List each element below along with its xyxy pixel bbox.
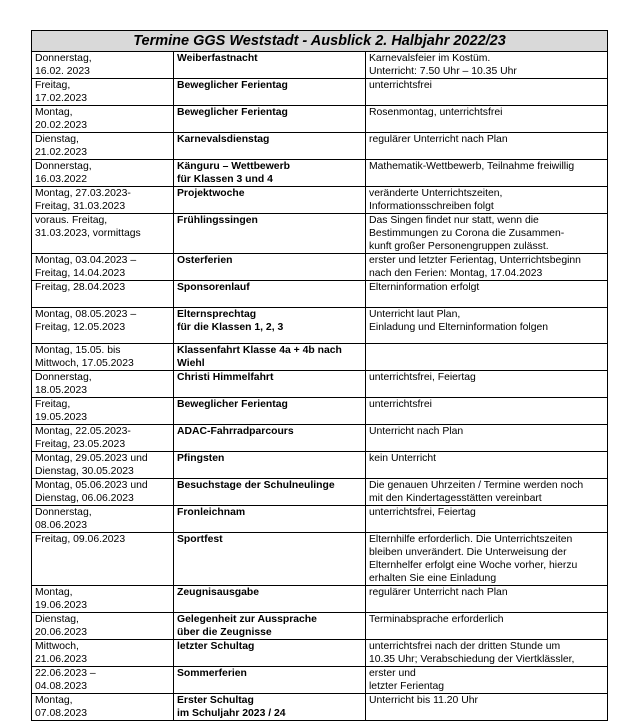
- table-row: [32, 425, 608, 452]
- date-cell-line: Freitag, 31.03.2023: [35, 201, 126, 212]
- note-cell: [366, 506, 608, 533]
- table-row: [32, 613, 608, 640]
- note-cell: [366, 79, 608, 106]
- date-cell-line: Montag, 03.04.2023 –: [35, 255, 137, 266]
- note-cell: [366, 667, 608, 694]
- date-cell-line: Montag, 05.06.2023 und: [35, 480, 148, 491]
- date-cell-line: Montag,: [35, 587, 73, 598]
- date-cell-line: Dienstag,: [35, 614, 79, 625]
- date-cell-line: 21.06.2023: [35, 654, 88, 665]
- date-cell: [32, 640, 174, 667]
- date-cell-line: 21.02.2023: [35, 147, 88, 158]
- date-cell-line: Montag,: [35, 107, 73, 118]
- date-cell-line: voraus. Freitag,: [35, 215, 108, 226]
- table-row: [32, 52, 608, 79]
- note-cell-line: Elternhilfe erforderlich. Die Unterrichtszeiten: [369, 534, 573, 545]
- event-cell-line: Pfingsten: [177, 453, 225, 464]
- date-cell-line: Freitag, 14.04.2023: [35, 268, 126, 279]
- date-cell-line: Freitag, 28.04.2023: [35, 282, 126, 293]
- note-cell-line: Karnevalsfeier im Kostüm.: [369, 53, 491, 64]
- event-cell: [174, 52, 366, 79]
- note-cell-line: Elterninformation erfolgt: [369, 282, 480, 293]
- note-cell: [366, 398, 608, 425]
- event-cell-line: Erster Schultag: [177, 695, 254, 706]
- date-cell: [32, 506, 174, 533]
- date-cell-line: Freitag, 12.05.2023: [35, 322, 126, 333]
- date-cell-line: Montag, 27.03.2023-: [35, 188, 131, 199]
- note-cell-line: Einladung und Elterninformation folgen: [369, 322, 549, 333]
- note-cell-line: erster und: [369, 668, 416, 679]
- date-cell-line: Donnerstag,: [35, 161, 92, 172]
- note-cell-line: erster und letzter Ferientag, Unterrichtsbeginn: [369, 255, 581, 266]
- date-cell: [32, 398, 174, 425]
- note-cell-line: Unterricht nach Plan: [369, 426, 464, 437]
- date-cell: [32, 214, 174, 254]
- note-cell: [366, 533, 608, 586]
- date-cell-line: Montag, 22.05.2023-: [35, 426, 131, 437]
- event-cell: [174, 640, 366, 667]
- event-cell: [174, 506, 366, 533]
- note-cell: [366, 254, 608, 281]
- table-row: [32, 398, 608, 425]
- date-cell-line: Donnerstag,: [35, 507, 92, 518]
- table-row: [32, 133, 608, 160]
- table-row: [32, 586, 608, 613]
- note-cell: [366, 308, 608, 344]
- note-cell: [366, 281, 608, 308]
- date-cell-line: 19.06.2023: [35, 600, 88, 611]
- event-cell-line: Känguru – Wettbewerb: [177, 161, 290, 172]
- note-cell-line: unterrichtsfrei: [369, 399, 432, 410]
- event-cell: [174, 308, 366, 344]
- table-row: [32, 694, 608, 721]
- event-cell: [174, 344, 366, 371]
- date-cell: [32, 533, 174, 586]
- table-row: [32, 106, 608, 133]
- note-cell-line: Die genauen Uhrzeiten / Termine werden noch: [369, 480, 584, 491]
- event-cell-line: Christi Himmelfahrt: [177, 372, 274, 383]
- event-cell: [174, 398, 366, 425]
- date-cell: [32, 308, 174, 344]
- event-cell: [174, 281, 366, 308]
- note-cell-line: Bestimmungen zu Corona die Zusammen-: [369, 228, 565, 239]
- table-row: [32, 214, 608, 254]
- note-cell: [366, 613, 608, 640]
- date-cell-line: Freitag, 09.06.2023: [35, 534, 126, 545]
- date-cell-line: 31.03.2023, vormittags: [35, 228, 141, 239]
- date-cell-line: 04.08.2023: [35, 681, 88, 692]
- table-row: [32, 479, 608, 506]
- event-cell-line: Osterferien: [177, 255, 233, 266]
- event-cell: [174, 667, 366, 694]
- event-cell-line: letzter Schultag: [177, 641, 255, 652]
- note-cell-line: Unterricht: 7.50 Uhr – 10.35 Uhr: [369, 66, 517, 77]
- date-cell-line: 20.06.2023: [35, 627, 88, 638]
- note-cell-line: Das Singen findet nur statt, wenn die: [369, 215, 539, 226]
- date-cell: [32, 344, 174, 371]
- note-cell-line: kein Unterricht: [369, 453, 436, 464]
- event-cell: [174, 425, 366, 452]
- event-cell-line: Projektwoche: [177, 188, 245, 199]
- date-cell-line: Mittwoch,: [35, 641, 79, 652]
- date-cell-line: 17.02.2023: [35, 93, 88, 104]
- table-row: [32, 533, 608, 586]
- event-cell-line: für Klassen 3 und 4: [177, 174, 273, 185]
- date-cell: [32, 52, 174, 79]
- event-cell-line: im Schuljahr 2023 / 24: [177, 708, 286, 719]
- event-cell-line: Sponsorenlauf: [177, 282, 250, 293]
- table-row: [32, 281, 608, 308]
- note-cell-line: Terminabsprache erforderlich: [369, 614, 504, 625]
- event-cell-line: Karnevalsdienstag: [177, 134, 270, 145]
- date-cell: [32, 667, 174, 694]
- note-cell: [366, 133, 608, 160]
- date-cell-line: Montag, 15.05. bis: [35, 345, 121, 356]
- event-cell-line: für die Klassen 1, 2, 3: [177, 322, 284, 333]
- date-cell-line: 22.06.2023 –: [35, 668, 96, 679]
- date-cell-line: 07.08.2023: [35, 708, 88, 719]
- event-cell: [174, 371, 366, 398]
- event-cell-line: Elternsprechtag: [177, 309, 257, 320]
- note-cell: [366, 160, 608, 187]
- title-row: [32, 31, 608, 52]
- note-cell: [366, 106, 608, 133]
- event-cell-line: Gelegenheit zur Aussprache: [177, 614, 317, 625]
- event-cell: [174, 106, 366, 133]
- event-cell-line: Besuchstage der Schulneulinge: [177, 480, 335, 491]
- note-cell-line: mit den Kindertagesstätten vereinbart: [369, 493, 542, 504]
- table-row: [32, 308, 608, 344]
- event-cell-line: Sportfest: [177, 534, 223, 545]
- note-cell-line: regulärer Unterricht nach Plan: [369, 134, 508, 145]
- event-cell-line: Frühlingssingen: [177, 215, 258, 226]
- date-cell: [32, 106, 174, 133]
- note-cell-line: Elternhelfer erfolgt eine Woche vorher, hierzu: [369, 560, 578, 571]
- note-cell: [366, 371, 608, 398]
- date-cell-line: 16.02. 2023: [35, 66, 90, 77]
- event-cell-line: Fronleichnam: [177, 507, 246, 518]
- table-row: [32, 667, 608, 694]
- date-cell: [32, 479, 174, 506]
- note-cell: [366, 214, 608, 254]
- date-cell: [32, 425, 174, 452]
- note-cell: [366, 452, 608, 479]
- event-cell-line: Sommerferien: [177, 668, 247, 679]
- event-cell: [174, 613, 366, 640]
- date-cell-line: Dienstag, 06.06.2023: [35, 493, 134, 504]
- event-cell: [174, 533, 366, 586]
- date-cell-line: 16.03.2022: [35, 174, 88, 185]
- event-cell-line: über die Zeugnisse: [177, 627, 272, 638]
- date-cell: [32, 586, 174, 613]
- note-cell-line: unterrichtsfrei: [369, 80, 432, 91]
- note-cell-line: regulärer Unterricht nach Plan: [369, 587, 508, 598]
- date-cell-line: Montag,: [35, 695, 73, 706]
- date-cell: [32, 187, 174, 214]
- date-cell-line: Mittwoch, 17.05.2023: [35, 358, 134, 369]
- note-cell: [366, 52, 608, 79]
- date-cell: [32, 160, 174, 187]
- date-cell: [32, 79, 174, 106]
- note-cell: [366, 344, 608, 371]
- event-cell-line: Beweglicher Ferientag: [177, 107, 288, 118]
- note-cell-line: Unterricht laut Plan,: [369, 309, 461, 320]
- date-cell-line: Freitag, 23.05.2023: [35, 439, 126, 450]
- event-cell: [174, 79, 366, 106]
- event-cell: [174, 452, 366, 479]
- date-cell-line: Donnerstag,: [35, 372, 92, 383]
- event-cell: [174, 214, 366, 254]
- table-row: [32, 452, 608, 479]
- date-cell-line: Dienstag,: [35, 134, 79, 145]
- note-cell-line: bleiben unverändert. Die Unterweisung der: [369, 547, 567, 558]
- note-cell-line: kunft großer Personengruppen zulässt.: [369, 241, 549, 252]
- event-cell-line: Zeugnisausgabe: [177, 587, 259, 598]
- date-cell-line: 19.05.2023: [35, 412, 88, 423]
- note-cell-line: unterrichtsfrei, Feiertag: [369, 507, 476, 518]
- event-cell: [174, 586, 366, 613]
- table-row: [32, 254, 608, 281]
- note-cell: [366, 694, 608, 721]
- table-row: [32, 371, 608, 398]
- date-cell-line: Dienstag, 30.05.2023: [35, 466, 134, 477]
- table-row: [32, 344, 608, 371]
- note-cell-line: veränderte Unterrichtszeiten,: [369, 188, 503, 199]
- table-title: Termine GGS Weststadt - Ausblick 2. Halbjahr 2022/23: [32, 31, 608, 52]
- date-cell-line: Donnerstag,: [35, 53, 92, 64]
- note-cell: [366, 187, 608, 214]
- event-cell: [174, 187, 366, 214]
- note-cell: [366, 425, 608, 452]
- note-cell-line: letzter Ferientag: [369, 681, 445, 692]
- note-cell-line: nach den Ferien: Montag, 17.04.2023: [369, 268, 543, 279]
- note-cell-line: erhalten Sie eine Einladung: [369, 573, 497, 584]
- schedule-table: [31, 30, 608, 721]
- note-cell: [366, 640, 608, 667]
- date-cell-line: 20.02.2023: [35, 120, 88, 131]
- event-cell-line: Weiberfastnacht: [177, 53, 258, 64]
- event-cell-line: Beweglicher Ferientag: [177, 399, 288, 410]
- date-cell: [32, 452, 174, 479]
- event-cell-line: Klassenfahrt Klasse 4a + 4b nach: [177, 345, 342, 356]
- event-cell-line: ADAC-Fahrradparcours: [177, 426, 294, 437]
- note-cell: [366, 479, 608, 506]
- note-cell-line: Rosenmontag, unterrichtsfrei: [369, 107, 503, 118]
- event-cell: [174, 133, 366, 160]
- table-row: [32, 640, 608, 667]
- date-cell-line: 08.06.2023: [35, 520, 88, 531]
- date-cell: [32, 694, 174, 721]
- date-cell-line: Freitag,: [35, 80, 71, 91]
- event-cell: [174, 160, 366, 187]
- date-cell-line: 18.05.2023: [35, 385, 88, 396]
- date-cell: [32, 254, 174, 281]
- table-row: [32, 506, 608, 533]
- event-cell: [174, 479, 366, 506]
- table-row: [32, 160, 608, 187]
- date-cell-line: Freitag,: [35, 399, 71, 410]
- event-cell: [174, 694, 366, 721]
- event-cell-line: Wiehl: [177, 358, 205, 369]
- date-cell-line: Montag, 29.05.2023 und: [35, 453, 148, 464]
- date-cell: [32, 281, 174, 308]
- note-cell-line: Mathematik-Wettbewerb, Teilnahme freiwillig: [369, 161, 575, 172]
- event-cell: [174, 254, 366, 281]
- note-cell-line: Unterricht bis 11.20 Uhr: [369, 695, 478, 706]
- table-row: [32, 187, 608, 214]
- date-cell-line: Montag, 08.05.2023 –: [35, 309, 137, 320]
- table-row: [32, 79, 608, 106]
- date-cell: [32, 133, 174, 160]
- note-cell-line: 10.35 Uhr; Verabschiedung der Viertklässler,: [369, 654, 575, 665]
- note-cell-line: unterrichtsfrei nach der dritten Stunde um: [369, 641, 561, 652]
- note-cell-line: Informationsschreiben folgt: [369, 201, 494, 212]
- date-cell: [32, 613, 174, 640]
- note-cell-line: unterrichtsfrei, Feiertag: [369, 372, 476, 383]
- schedule-rows: [32, 52, 608, 721]
- date-cell: [32, 371, 174, 398]
- event-cell-line: Beweglicher Ferientag: [177, 80, 288, 91]
- note-cell: [366, 586, 608, 613]
